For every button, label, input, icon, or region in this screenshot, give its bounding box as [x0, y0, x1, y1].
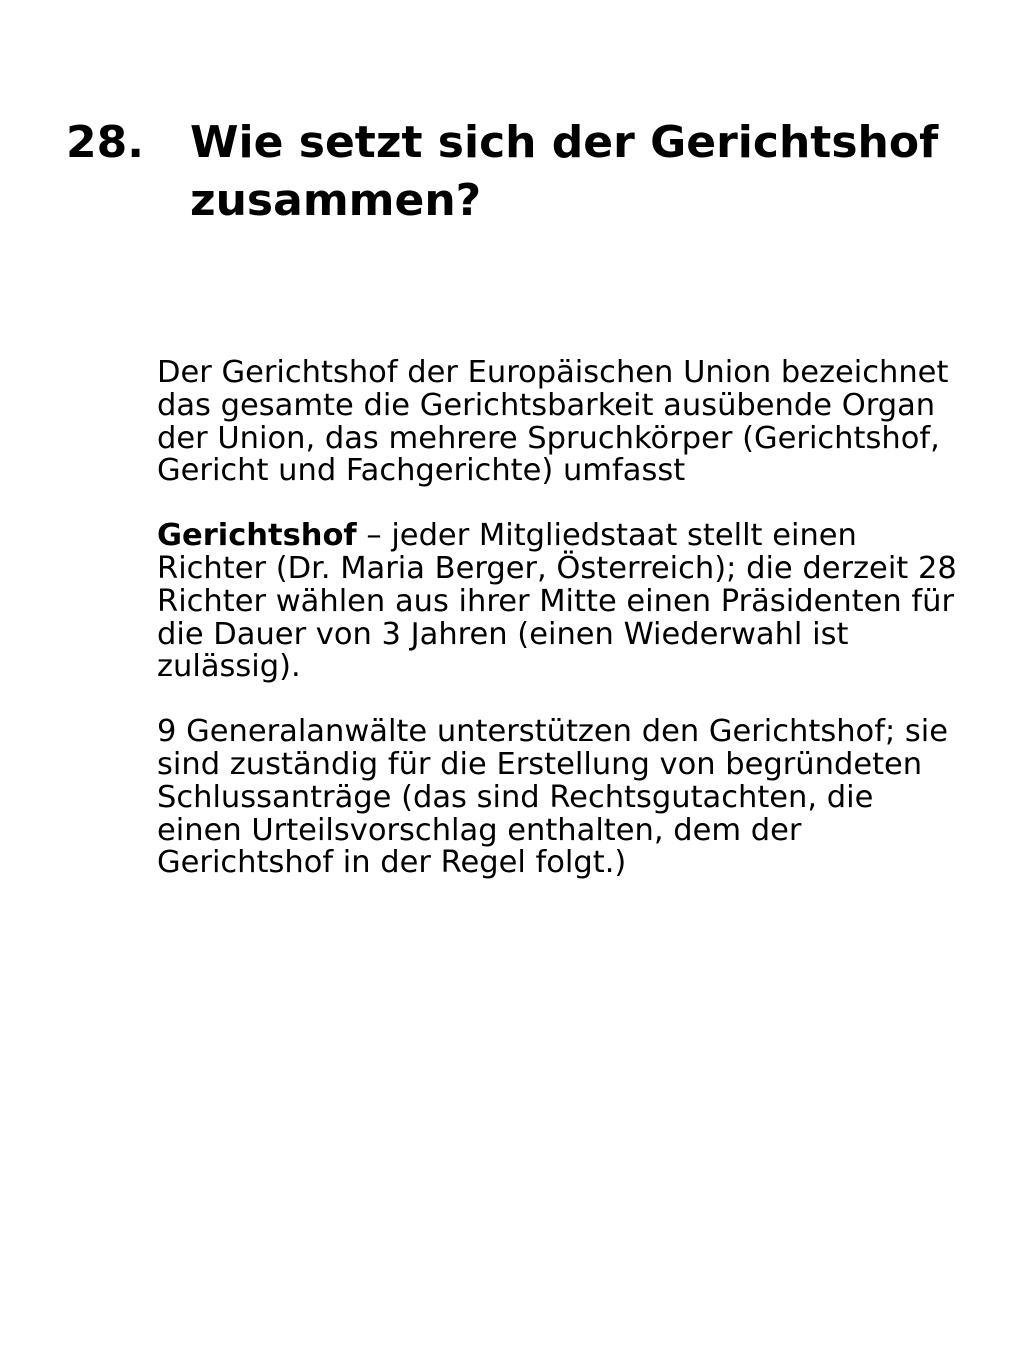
court-term: Gerichtshof [157, 518, 357, 554]
intro-paragraph: Der Gerichtshof der Europäischen Union bezeichnet das gesamte die Gerichtsbarkeit ausübende Organ der Union, das mehrere Spruchkörper (Gerichtshof, Gericht und Fachgerichte) umfasst [157, 355, 949, 489]
page-title: Wie setzt sich der Gerichtshof zusammen? [190, 117, 939, 226]
slide-number: 28. [66, 117, 144, 168]
slide-body [157, 357, 967, 912]
advocates-paragraph: 9 Generalanwälte unterstützen den Gerichtshof; sie sind zuständig für die Erstellung von begründeten Schlussanträge (das sind Rechtsgutachten, die einen Urteilsvorschlag enthalten, dem der Gerichtshof in der Regel folgt.) [157, 714, 949, 881]
slide-title [66, 114, 996, 230]
court-paragraph [157, 520, 967, 684]
court-description: – jeder Mitgliedstaat stellt einen Richter (Dr. Maria Berger, Österreich); die derzeit 28 Richter wählen aus ihrer Mitte einen Präsidenten für die Dauer von 3 Jahren (einen Wiederwahl ist zulässig). [157, 518, 957, 685]
